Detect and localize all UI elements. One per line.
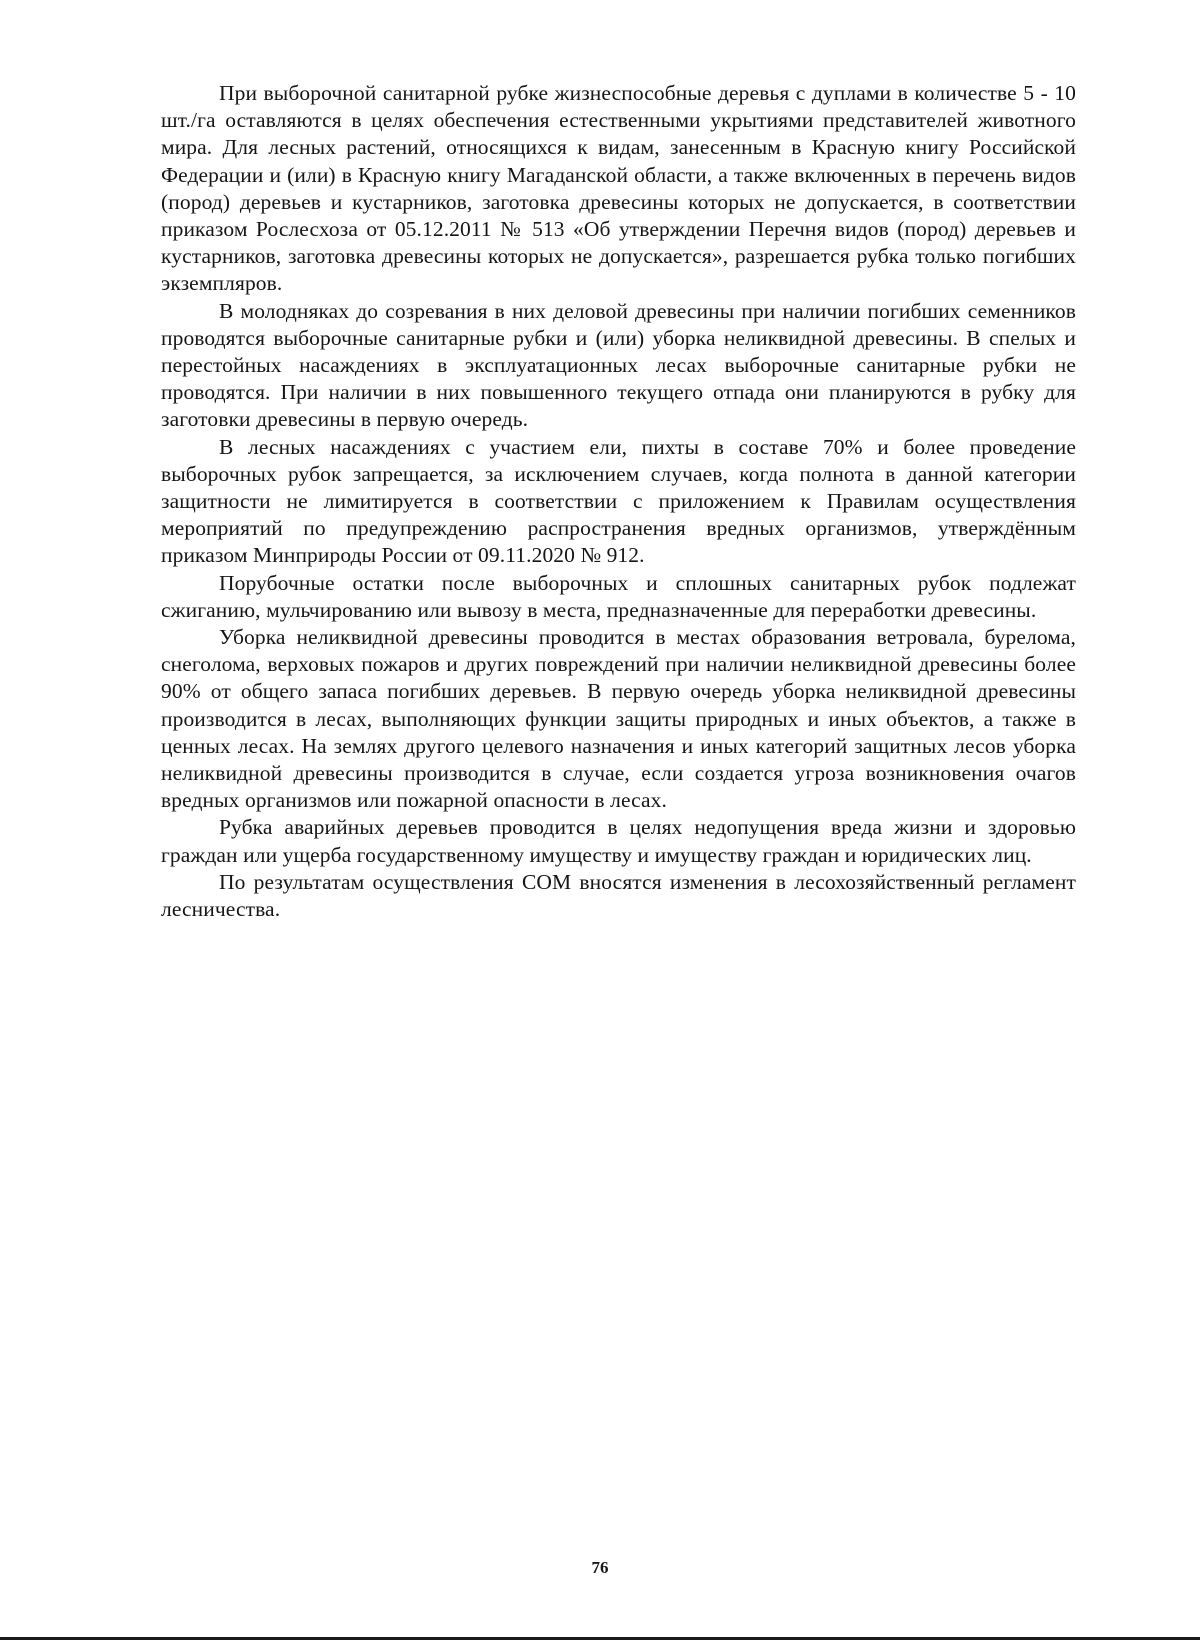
paragraph-spruce-fir-stands: В лесных насаждениях с участием ели, пихты в составе 70% и более проведение выборочных рубок запрещается, за исключением случаев, когда полнота в данной категории защитности не лимитируется в соответствии с приложением к Правилам осуществления мероприятий по предупреждению распространения вредных организмов, утверждённым приказом Минприроды России от 09.11.2020 № 912. (161, 434, 1076, 568)
paragraph-young-stands: В молодняках до созревания в них деловой древесины при наличии погибших семенников проводятся выборочные санитарные рубки и (или) уборка неликвидной древесины. В спелых и перестойных насаждениях в эксплуатационных лесах выборочные санитарные рубки не проводятся. При наличии в них повышенного текущего отпада они планируются в рубку для заготовки древесины в первую очередь. (161, 298, 1076, 432)
page-number: 76 (591, 1558, 609, 1577)
scan-edge-line (0, 1637, 1200, 1640)
paragraph-regulation-changes: По результатам осуществления СОМ вносятся изменения в лесохозяйственный регламент лесничества. (161, 869, 1076, 922)
paragraph-illiquid-wood-removal: Уборка неликвидной древесины проводится в местах образования ветровала, бурелома, снеголома, верховых пожаров и других повреждений при наличии неликвидной древесины более 90% от общего запаса погибших деревьев. В первую очередь уборка неликвидной древесины производится в лесах, выполняющих функции защиты природных и иных объектов, а также в ценных лесах. На землях другого целевого назначения и иных категорий защитных лесов уборка неликвидной древесины производится в случае, если создается угроза возникновения очагов вредных организмов или пожарной опасности в лесах. (161, 625, 1076, 813)
paragraph-hazard-trees: Рубка аварийных деревьев проводится в целях недопущения вреда жизни и здоровью граждан или ущерба государственному имуществу и имуществу граждан и юридических лиц. (161, 815, 1076, 867)
body-text (161, 80, 1076, 923)
paragraph-logging-residues: Порубочные остатки после выборочных и сплошных санитарных рубок подлежат сжиганию, мульчированию или вывозу в места, предназначенные для переработки древесины. (161, 570, 1076, 622)
paragraph-retained-hollow-trees: При выборочной санитарной рубке жизнеспособные деревья с дуплами в количестве 5 - 10 шт./га оставляются в целях обеспечения естественными укрытиями представителей животного мира. Для лесных растений, относящихся к видам, занесенным в Красную книгу Российской Федерации и (или) в Красную книгу Магаданской области, а также включенных в перечень видов (пород) деревьев и кустарников, заготовка древесины которых не допускается, в соответствии приказом Рослесхоза от 05.12.2011 № 513 «Об утверждении Перечня видов (пород) деревьев и кустарников, заготовка древесины которых не допускается», разрешается рубка только погибших экземпляров. (161, 81, 1076, 296)
